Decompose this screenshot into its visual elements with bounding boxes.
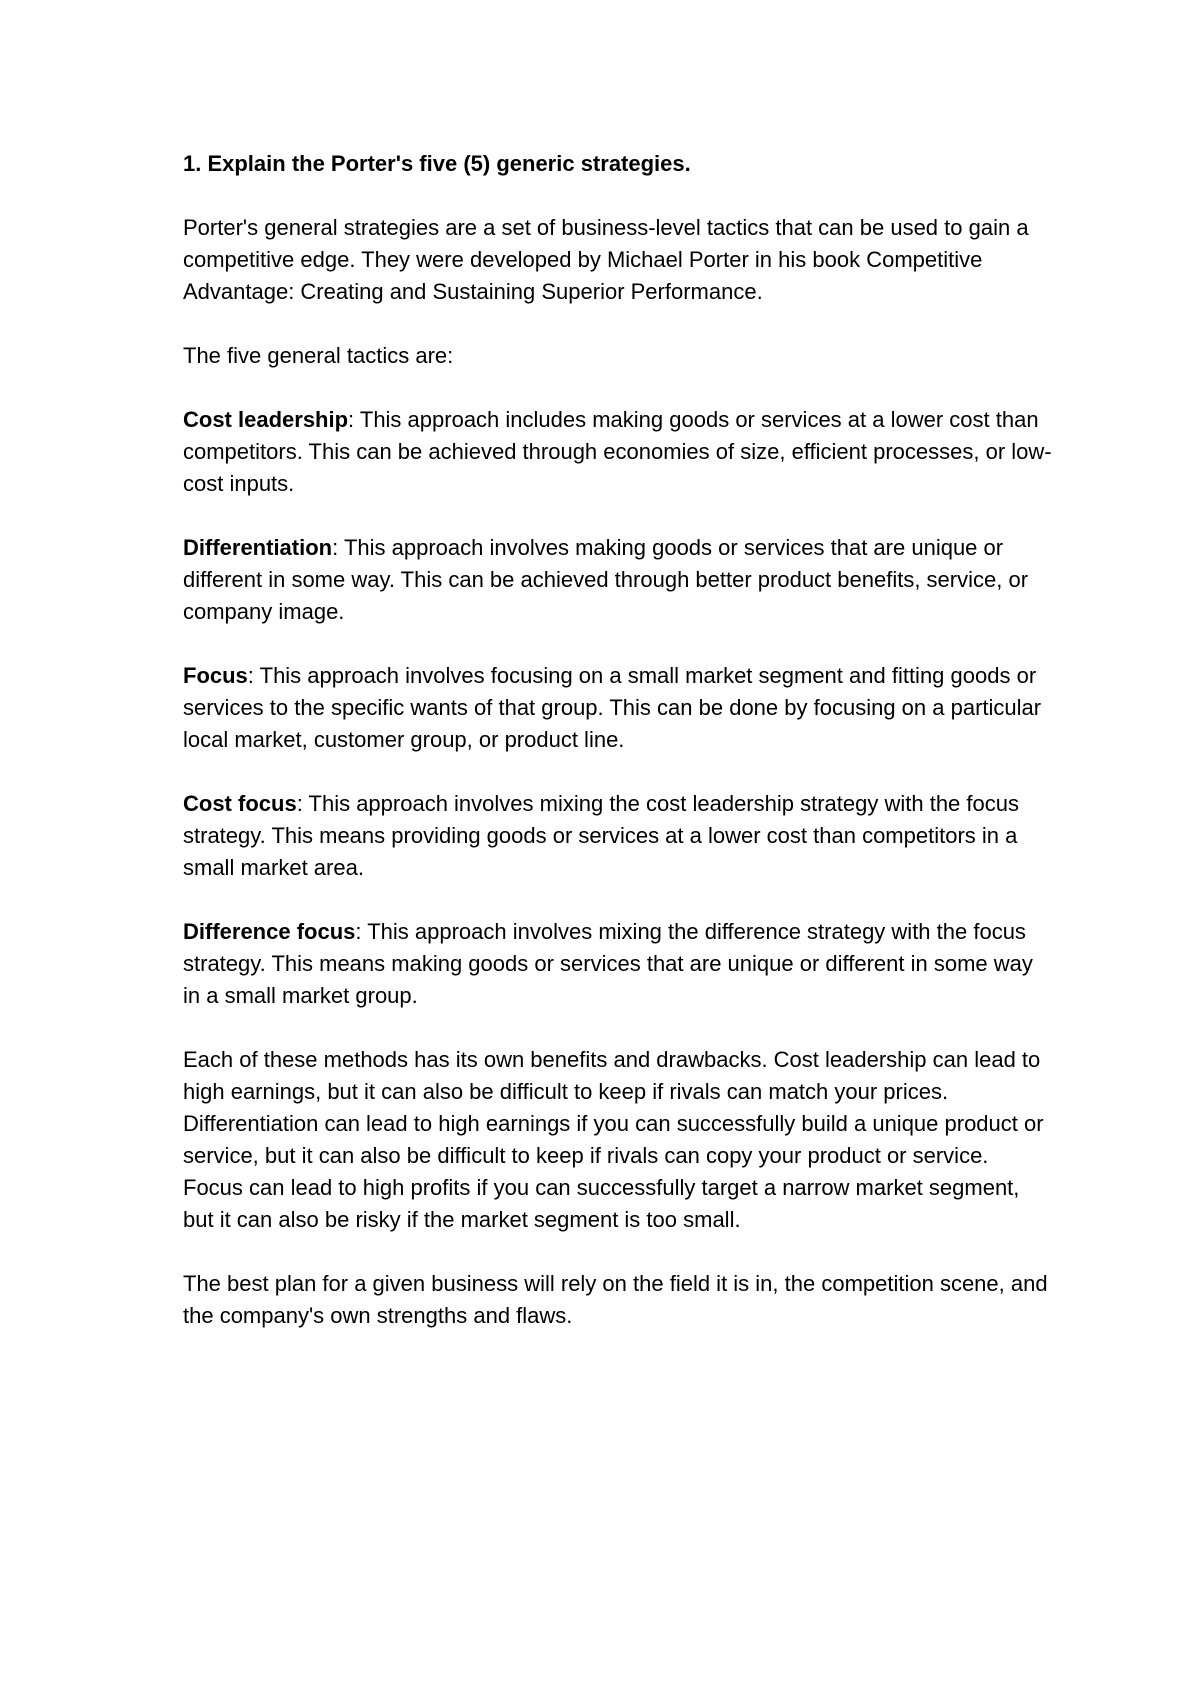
strategy-paragraph-differentiation [183,532,1053,628]
strategy-term: Cost focus [183,791,297,816]
strategy-term: Differentiation [183,535,333,560]
question-heading: 1. Explain the Porter's five (5) generic strategies. [183,151,691,176]
strategy-description: This approach involves making goods or services that are unique or different in some way. This can be achieved through better product benefits, service, or company image. [183,535,1029,624]
list-intro-paragraph: The five general tactics are: [183,343,454,368]
strategy-description: This approach involves mixing the cost leadership strategy with the focus strategy. This means providing goods or services at a lower cost than competitors in a small market area. [183,791,1019,880]
conclusion-paragraph: The best plan for a given business will rely on the field it is in, the competition scene, and the company's own strengths and flaws. [183,1271,1048,1328]
strategy-paragraph-focus [183,660,1053,756]
strategy-separator: : [355,919,368,944]
strategy-paragraph-difference-focus [183,916,1053,1012]
strategy-term: Focus [183,663,248,688]
strategy-description: This approach includes making goods or services at a lower cost than competitors. This can be achieved through economies of size, efficient processes, or low-cost inputs. [183,407,1052,496]
strategy-separator: : [296,791,309,816]
strategy-paragraph-cost-leadership [183,404,1053,500]
strategy-separator: : [348,407,360,432]
strategy-term: Cost leadership [183,407,349,432]
strategy-description: This approach involves focusing on a small market segment and fitting goods or services to the specific wants of that group. This can be done by focusing on a particular local market, customer group, or product line. [183,663,1042,752]
strategy-paragraph-cost-focus [183,788,1053,884]
strategy-description: This approach involves mixing the difference strategy with the focus strategy. This means making goods or services that are unique or different in some way in a small market group. [183,919,1033,1008]
strategy-separator: : [247,663,260,688]
document-body [183,148,1053,1364]
discussion-paragraph: Each of these methods has its own benefits and drawbacks. Cost leadership can lead to high earnings, but it can also be difficult to keep if rivals can match your prices. Differentiation can lead to high earnings if you can successfully build a unique product or service, but it can also be difficult to keep if rivals can copy your product or service. Focus can lead to high profits if you can successfully target a narrow market segment, but it can also be risky if the market segment is too small. [183,1047,1044,1232]
strategy-separator: : [332,535,344,560]
intro-paragraph: Porter's general strategies are a set of business-level tactics that can be used to gain a competitive edge. They were developed by Michael Porter in his book Competitive Advantage: Creating and Sustaining Superior Performance. [183,215,1029,304]
strategy-term: Difference focus [183,919,356,944]
